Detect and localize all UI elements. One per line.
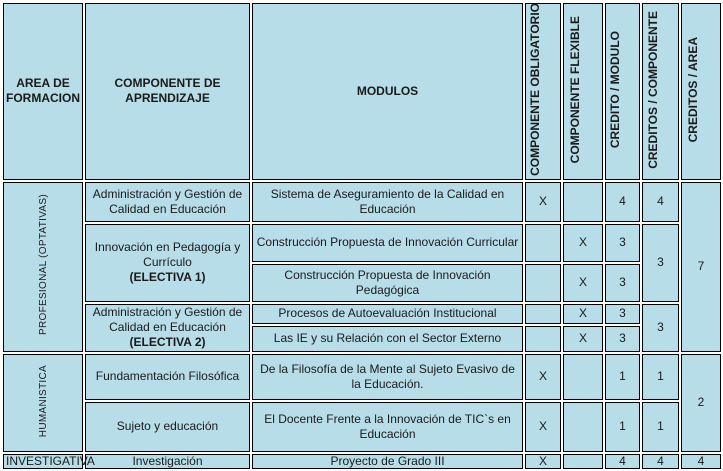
module-cell: Sistema de Aseguramiento de la Calidad en Educación <box>251 181 524 223</box>
electiva1-label: (ELECTIVA 1) <box>129 270 206 285</box>
component-admin2 <box>84 303 251 353</box>
credito-cell: 4 <box>604 453 641 470</box>
module-cell: Proyecto de Grado III <box>251 453 524 470</box>
credito-cell: 1 <box>604 353 641 401</box>
flexible-cell: X <box>562 263 604 303</box>
obligatorio-cell <box>524 223 562 263</box>
creditos-componente-admin2: 3 <box>641 303 680 353</box>
credito-cell: 4 <box>604 181 641 223</box>
header-creditos-componente-label: CREDITOS / COMPONENTE <box>645 10 660 169</box>
credito-cell: 3 <box>604 303 641 325</box>
flexible-cell <box>562 453 604 470</box>
area-profesional <box>2 181 84 353</box>
table-row <box>2 401 722 453</box>
component-fundamentacion: Fundamentación Filosófica <box>84 353 251 401</box>
creditos-area-profesional: 7 <box>680 181 722 353</box>
area-profesional-label: PROFESIONAL (OPTATIVAS) <box>37 194 49 336</box>
component-sujeto: Sujeto y educación <box>84 401 251 453</box>
area-humanistica-label: HUMANISTICA <box>37 364 49 437</box>
creditos-componente-innovacion: 3 <box>641 223 680 303</box>
module-cell: Construcción Propuesta de Innovación Pedagógica <box>251 263 524 303</box>
table-row <box>2 223 722 263</box>
component-investigacion: Investigación <box>84 453 251 470</box>
obligatorio-cell: X <box>524 353 562 401</box>
flexible-cell: X <box>562 325 604 353</box>
creditos-area-humanistica: 2 <box>680 353 722 453</box>
creditos-componente-admin1: 4 <box>641 181 680 223</box>
header-area: AREA DE FORMACION <box>2 2 84 181</box>
header-credito-modulo-label: CREDITO / MODULO <box>608 30 622 149</box>
creditos-area-investigativa: 4 <box>680 453 722 470</box>
header-obligatorio <box>524 2 562 181</box>
header-credito-modulo <box>604 2 641 181</box>
module-cell: El Docente Frente a la Innovación de TIC`s en Educación <box>251 401 524 453</box>
component-innovacion <box>84 223 251 303</box>
header-flexible-label: COMPONENTE FLEXIBLE <box>568 15 582 164</box>
credito-cell: 1 <box>604 401 641 453</box>
obligatorio-cell <box>524 303 562 325</box>
table-row <box>2 181 722 223</box>
header-creditos-area-label: CREDITOS / AREA <box>686 36 700 143</box>
component-admin1: Administración y Gestión de Calidad en Educación <box>84 181 251 223</box>
creditos-componente-fundamentacion: 1 <box>641 353 680 401</box>
area-humanistica <box>2 353 84 453</box>
flexible-cell: X <box>562 303 604 325</box>
header-obligatorio-label: COMPONENTE OBLIGATORIO <box>528 3 542 176</box>
module-cell: Construcción Propuesta de Innovación Curricular <box>251 223 524 263</box>
electiva2-label: (ELECTIVA 2) <box>129 335 206 350</box>
table-row <box>2 453 722 470</box>
obligatorio-cell: X <box>524 401 562 453</box>
flexible-cell <box>562 353 604 401</box>
creditos-componente-investigacion: 4 <box>641 453 680 470</box>
obligatorio-cell <box>524 263 562 303</box>
flexible-cell <box>562 181 604 223</box>
credito-cell: 3 <box>604 223 641 263</box>
area-investigativa: INVESTIGATIVA <box>2 453 84 470</box>
module-cell: De la Filosofía de la Mente al Sujeto Evasivo de la Educación. <box>251 353 524 401</box>
header-modulos: MODULOS <box>251 2 524 181</box>
table-row <box>2 303 722 325</box>
obligatorio-cell: X <box>524 453 562 470</box>
creditos-componente-sujeto: 1 <box>641 401 680 453</box>
module-cell: Procesos de Autoevaluación Institucional <box>251 303 524 325</box>
curriculum-table <box>1 1 723 471</box>
obligatorio-cell <box>524 325 562 353</box>
component-innovacion-label: Innovación en Pedagogía y Currículo <box>94 240 241 270</box>
header-componente: COMPONENTE DE APRENDIZAJE <box>84 2 251 181</box>
table-row <box>2 353 722 401</box>
header-row <box>2 2 722 181</box>
credito-cell: 3 <box>604 263 641 303</box>
header-flexible <box>562 2 604 181</box>
header-creditos-componente <box>641 2 680 181</box>
header-creditos-area <box>680 2 722 181</box>
credito-cell: 3 <box>604 325 641 353</box>
module-cell: Las IE y su Relación con el Sector Externo <box>251 325 524 353</box>
obligatorio-cell: X <box>524 181 562 223</box>
flexible-cell <box>562 401 604 453</box>
component-admin2-label: Administración y Gestión de Calidad en Educación <box>92 305 243 335</box>
flexible-cell: X <box>562 223 604 263</box>
